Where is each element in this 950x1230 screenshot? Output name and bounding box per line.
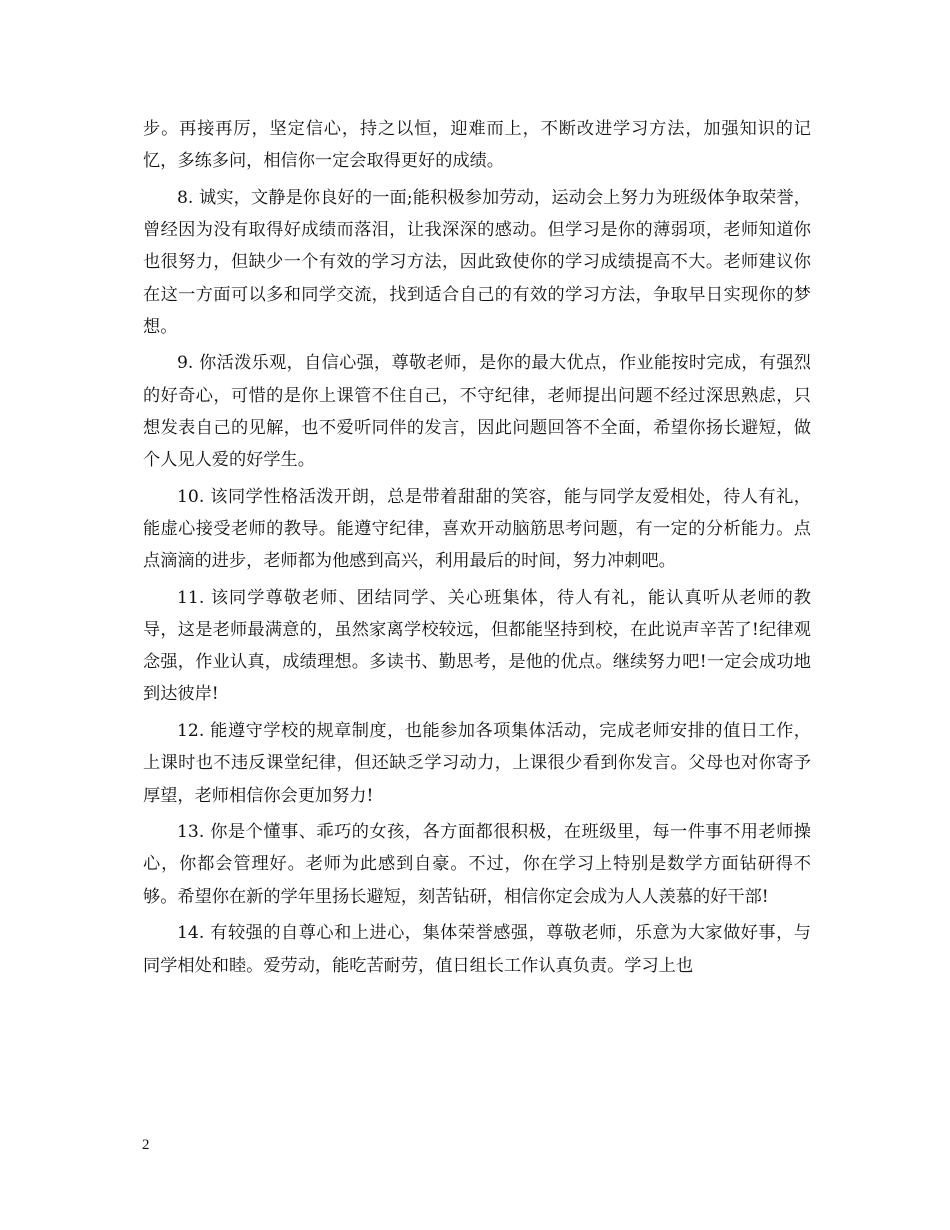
paragraph-continuation: 步。再接再厉，坚定信心，持之以恒，迎难而上，不断改进学习方法，加强知识的记忆，多练多问，相信你一定会取得更好的成绩。 [143, 119, 811, 172]
paragraph-comment-13: 13. 你是个懂事、乖巧的女孩，各方面都很积极，在班级里，每一件事不用老师操心，你都会管理好。老师为此感到自豪。不过，你在学习上特别是数学方面钻研得不够。希望你在新的学年里扬长避短，刻苦钻研，相信你定会成为人人羡慕的好干部! [143, 822, 811, 907]
paragraph-comment-10: 10. 该同学性格活泼开朗，总是带着甜甜的笑容，能与同学友爱相处，待人有礼，能虚心接受老师的教导。能遵守纪律，喜欢开动脑筋思考问题，有一定的分析能力。点点滴滴的进步，老师都为他感到高兴，利用最后的时间，努力冲刺吧。 [143, 486, 811, 572]
paragraph-comment-11: 11. 该同学尊敬老师、团结同学、关心班集体，待人有礼，能认真听从老师的教导，这是老师最满意的，虽然家离学校较远，但都能坚持到校，在此说声辛苦了!纪律观念强，作业认真，成绩理想。多读书、勤思考，是他的优点。继续努力吧!一定会成功地到达彼岸! [143, 587, 811, 705]
document-body [143, 113, 811, 986]
paragraph-comment-8: 8. 诚实，文静是你良好的一面;能积极参加劳动，运动会上努力为班级体争取荣誉，曾经因为没有取得好成绩而落泪，让我深深的感动。但学习是你的薄弱项，老师知道你也很努力，但缺少一个有效的学习方法，因此致使你的学习成绩提高不大。老师建议你在这一方面可以多和同学交流，找到适合自己的有效的学习方法，争取早日实现你的梦想。 [143, 187, 811, 337]
paragraph-comment-12: 12. 能遵守学校的规章制度，也能参加各项集体活动，完成老师安排的值日工作，上课时也不违反课堂纪律，但还缺乏学习动力，上课很少看到你发言。父母也对你寄予厚望，老师相信你会更加努力! [143, 721, 811, 806]
page-number: 2 [142, 1137, 150, 1153]
paragraph-comment-14: 14. 有较强的自尊心和上进心，集体荣誉感强，尊敬老师，乐意为大家做好事，与同学相处和睦。爱劳动，能吃苦耐劳，值日组长工作认真负责。学习上也 [143, 923, 811, 976]
paragraph-comment-9: 9. 你活泼乐观，自信心强，尊敬老师，是你的最大优点，作业能按时完成，有强烈的好奇心，可惜的是你上课管不住自己，不守纪律，老师提出问题不经过深思熟虑，只想发表自己的见解，也不爱听同伴的发言，因此问题回答不全面，希望你扬长避短，做个人见人爱的好学生。 [143, 353, 811, 471]
